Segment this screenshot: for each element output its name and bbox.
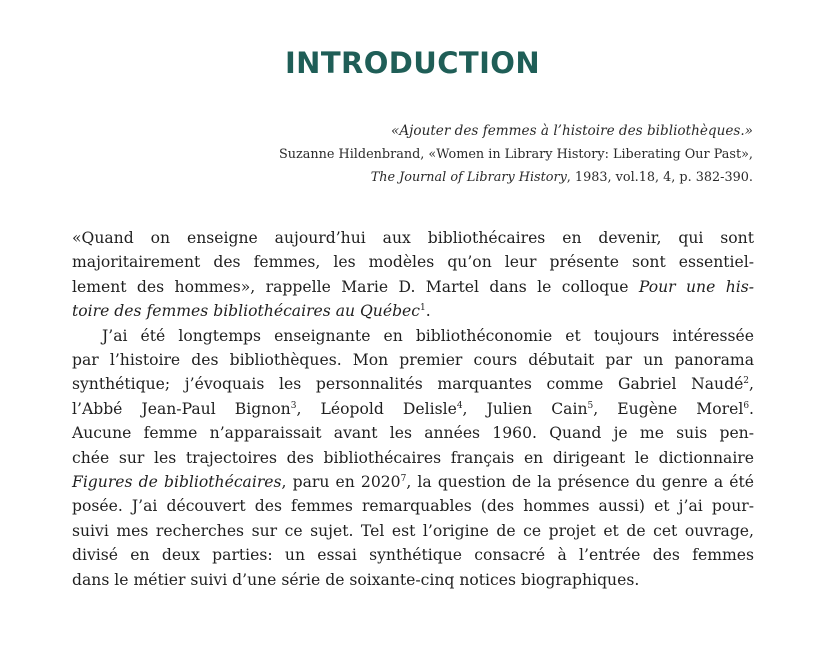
p2-line-9: suivi mes recherches sur ce sujet. Tel est l’origine de ce projet et de cet ouvrage, <box>72 521 754 540</box>
p2-line-6: chée sur les trajectoires des bibliothécaires français en dirigeant le dictionnaire <box>72 448 754 467</box>
footnote-ref-3: 3 <box>290 400 297 411</box>
p2-line-3 <box>72 372 754 396</box>
p1-line-3 <box>72 275 754 299</box>
name-delisle: , Léopold Delisle <box>296 399 457 418</box>
epigraph-source-line2 <box>193 166 753 189</box>
p1-line-4 <box>72 299 754 323</box>
p1-line-3-text: lement des hommes», rappelle Marie D. Martel dans le colloque <box>72 277 639 296</box>
p2-line-4-end: . <box>749 399 755 418</box>
epigraph-quote: «Ajouter des femmes à l’histoire des bibliothèques.» <box>391 123 753 139</box>
p2-line-1: J’ai été longtemps enseignante en bibliothéconomie et toujours intéressée <box>102 326 754 345</box>
body-text <box>72 226 754 592</box>
dictionary-title: Figures de bibliothécaires <box>72 473 282 492</box>
paragraph-1 <box>72 226 754 324</box>
p2-line-7 <box>72 470 754 494</box>
footnote-ref-6: 6 <box>743 400 750 411</box>
p2-line-7-text: , paru en 2020 <box>281 473 401 492</box>
page-title: INTRODUCTION <box>284 46 541 80</box>
p2-line-5: Aucune femme n’apparaissait avant les années 1960. Quand je me suis pen- <box>72 424 754 443</box>
colloquium-title-start: Pour une his- <box>638 277 755 296</box>
p2-line-2: par l’histoire des bibliothèques. Mon premier cours débutait par un panorama <box>72 351 754 370</box>
paragraph-2 <box>72 324 754 592</box>
epigraph <box>193 120 753 189</box>
journal-details: , 1983, vol.18, 4, p. 382-390. <box>566 170 753 185</box>
p1-line-2: majoritairement des femmes, les modèles qu’on leur présente sont essentiel- <box>72 253 754 272</box>
name-morel: , Eugène Morel <box>593 399 744 418</box>
footnote-ref-7: 7 <box>400 473 407 484</box>
name-cain: , Julien Cain <box>462 399 588 418</box>
journal-title: The Journal of Library History <box>370 170 567 185</box>
p2-line-10: divisé en deux parties: un essai synthétique consacré à l’entrée des femmes <box>72 546 754 565</box>
p2-line-8: posée. J’ai découvert des femmes remarquables (des hommes aussi) et j’ai pour- <box>72 497 754 516</box>
colloquium-title-end: toire des femmes bibliothécaires au Québec <box>72 302 421 321</box>
p1-line-4-end: . <box>425 302 431 321</box>
footnote-ref-5: 5 <box>587 400 594 411</box>
footnote-ref-4: 4 <box>456 400 463 411</box>
p2-line-3-text: synthétique; j’évoquais les personnalités marquantes comme Gabriel Naudé <box>72 375 744 394</box>
footnote-ref-2: 2 <box>743 376 750 387</box>
p2-line-11: dans le métier suivi d’une série de soixante-cinq notices biographiques. <box>72 570 640 589</box>
epigraph-source-line1: Suzanne Hildenbrand, «Women in Library History: Liberating Our Past», <box>279 147 753 162</box>
footnote-ref-1: 1 <box>420 303 426 314</box>
p2-line-3-end: , <box>749 375 754 394</box>
p1-line-1: «Quand on enseigne aujourd’hui aux bibliothécaires en devenir, qui sont <box>72 229 754 247</box>
name-bignon: l’Abbé Jean-Paul Bignon <box>72 399 291 418</box>
p2-line-7-end: , la question de la présence du genre a été <box>406 473 754 492</box>
p2-line-4 <box>72 397 754 421</box>
